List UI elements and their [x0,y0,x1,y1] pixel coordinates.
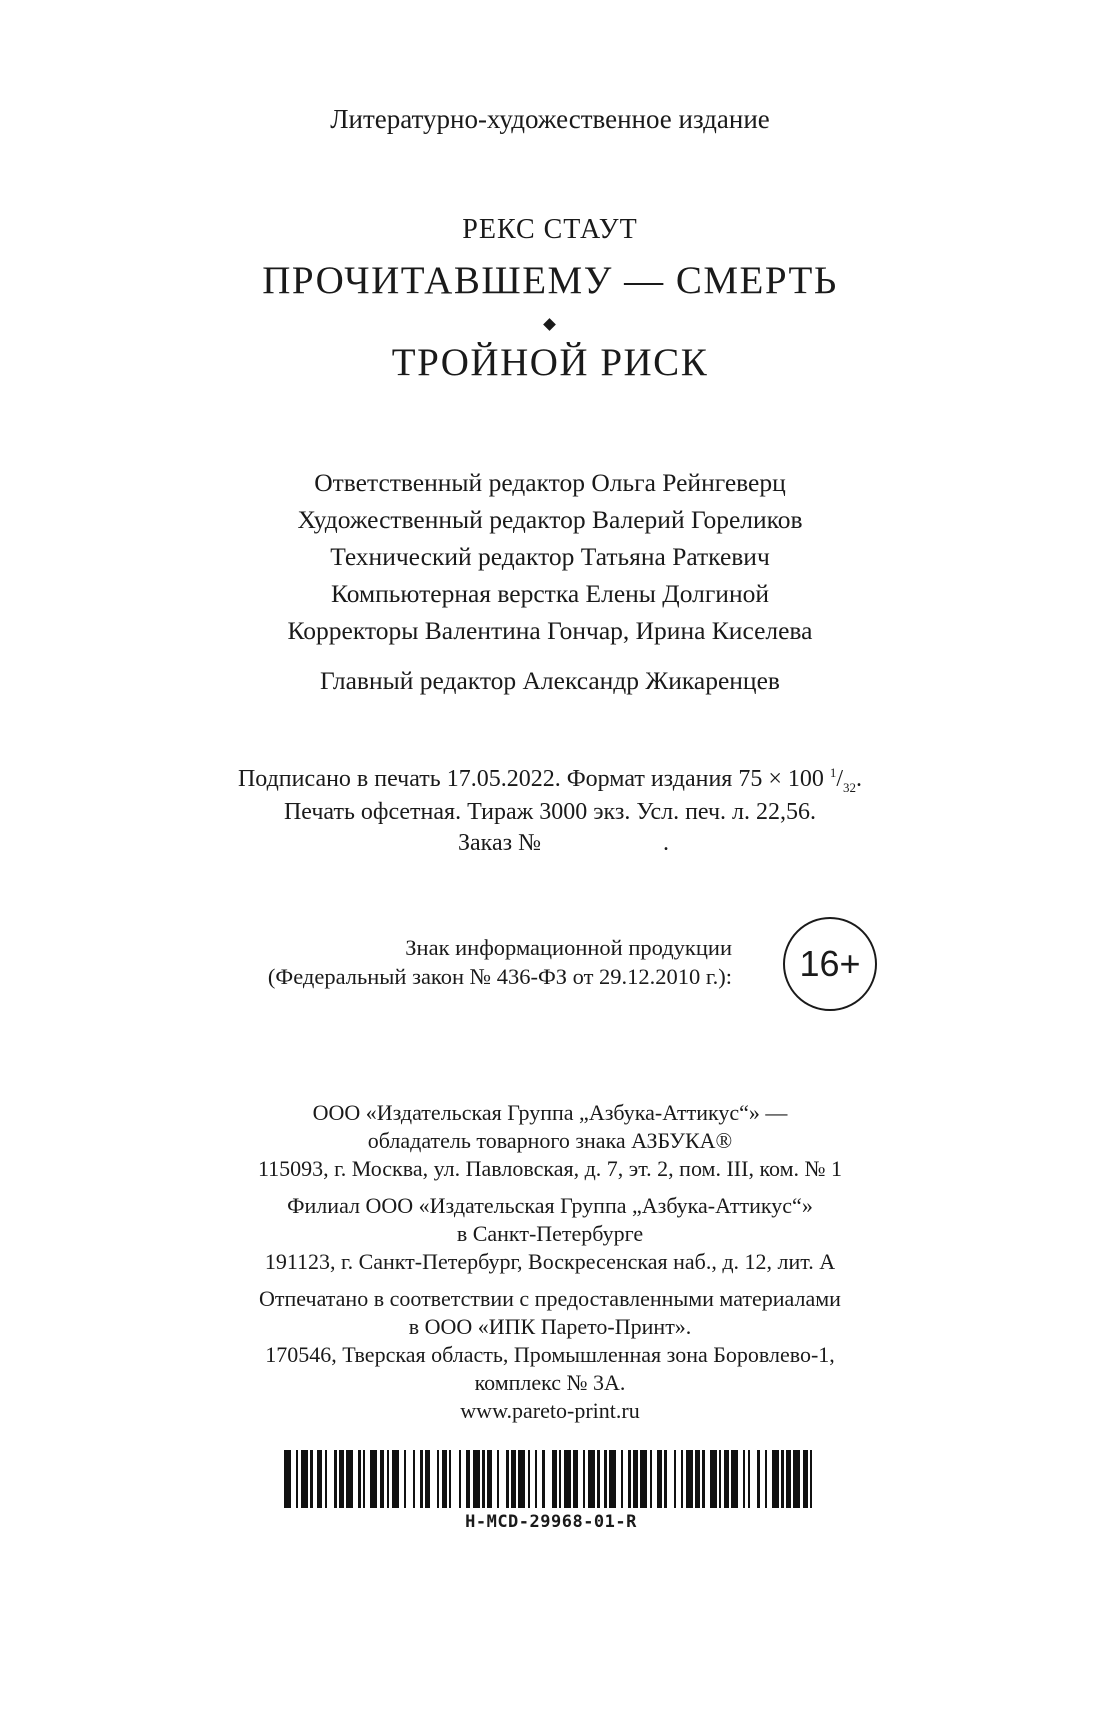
publisher-line: 191123, г. Санкт-Петербург, Воскресенская наб., д. 12, лит. А [264,1249,836,1274]
order-number-end: . [663,830,669,856]
age-rating-badge [783,917,877,1011]
printer-website: www.pareto-print.ru [460,1398,640,1423]
barcode-text: H-MCD-29968-01-R [465,1512,637,1532]
book-title-2: ТРОЙНОЙ РИСК [391,341,709,384]
credit-line: Корректоры Валентина Гончар, Ирина Киселева [287,616,813,645]
printer-line: Отпечатано в соответствии с предоставленными материалами [259,1286,841,1311]
publisher-line: 115093, г. Москва, ул. Павловская, д. 7, эт. 2, пом. III, ком. № 1 [257,1156,843,1181]
credit-line: Компьютерная верстка Елены Долгиной [331,579,769,608]
format-fraction: $^1/_{32}$ [829,765,857,795]
credit-line: Художественный редактор Валерий Гореликов [297,505,803,534]
book-title-1: ПРОЧИТАВШЕМУ — СМЕРТЬ [262,259,838,302]
publisher-line: ООО «Издательская Группа „Азбука-Аттикус“» — [312,1100,788,1125]
printer-line: в ООО «ИПК Парето-Принт». [408,1314,692,1339]
age-rating-value: 16+ [799,943,861,984]
fraction-denominator: 32 [843,779,857,795]
publisher-line: обладатель товарного знака АЗБУКА® [367,1128,733,1153]
barcode-image [284,1450,818,1508]
author-name: РЕКС СТАУТ [462,214,638,245]
printer-line: комплекс № 3А. [474,1370,626,1395]
info-product-sign-label: Знак информационной продукции [405,935,732,960]
print-signed-end: . [856,766,863,792]
print-signed-text: Подписано в печать 17.05.2022. Формат издания 75 × 100 [237,766,824,792]
publisher-line: в Санкт-Петербурге [456,1221,644,1246]
print-signed-line [0,765,1100,796]
diamond-separator-icon [543,318,556,331]
print-method-line: Печать офсетная. Тираж 3000 экз. Усл. печ. л. 22,56. [283,799,817,825]
genre-label: Литературно-художественное издание [330,104,770,134]
publisher-line: Филиал ООО «Издательская Группа „Азбука-Аттикус“» [287,1193,813,1218]
credit-line: Технический редактор Татьяна Раткевич [330,542,770,571]
order-number-label: Заказ № [458,830,542,856]
fraction-numerator: 1 [829,765,837,780]
chief-editor: Главный редактор Александр Жикаренцев [320,666,780,695]
printer-line: 170546, Тверская область, Промышленная зона Боровлево-1, [265,1342,835,1367]
credit-line: Ответственный редактор Ольга Рейнгеверц [314,468,786,497]
federal-law-reference: (Федеральный закон № 436-ФЗ от 29.12.2010 г.): [267,964,732,989]
